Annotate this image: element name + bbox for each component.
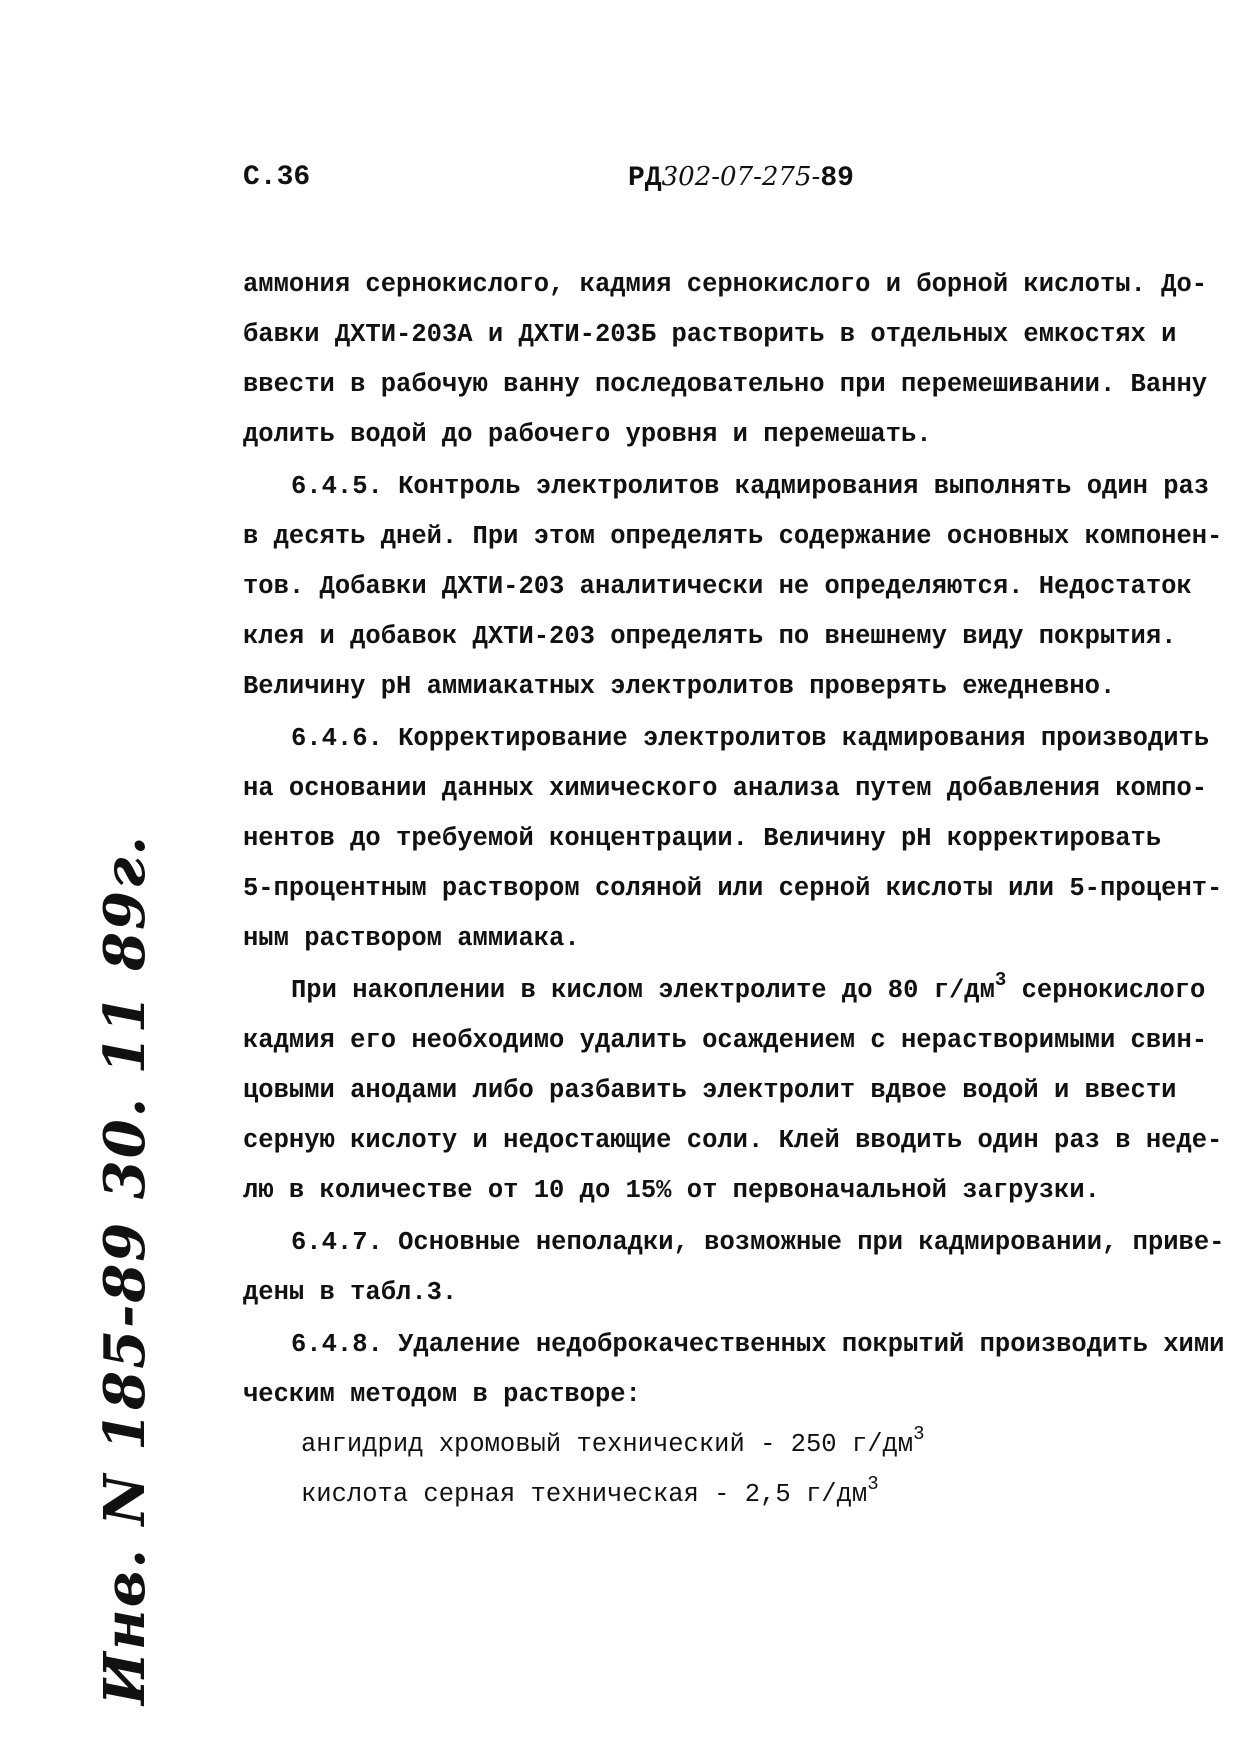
paragraph-6-4-7-first-line: 6.4.7. Основные неполадки, возможные при кадмировании, приве- [291, 1228, 1225, 1257]
text-line: ным раствором аммиака. [243, 924, 580, 953]
text-segment: При накоплении в кислом электролите до 80 г/дм [291, 976, 995, 1005]
doc-code-suffix: 89 [820, 163, 854, 194]
text-line: дены в табл.3. [243, 1278, 458, 1307]
page-number: С.36 [243, 162, 311, 193]
text-line: ввести в рабочую ванну последовательно при перемешивании. Ванну [243, 370, 1208, 399]
text-line: ческим методом в растворе: [243, 1380, 641, 1409]
text-line: тов. Добавки ДХТИ-203 аналитически не определяются. Недостаток [243, 572, 1192, 601]
text-line: на основании данных химического анализа путем добавления компо- [243, 774, 1208, 803]
text-line: лю в количестве от 10 до 15% от первоначальной загрузки. [243, 1176, 1100, 1205]
text-line: серную кислоту и недостающие соли. Клей вводить один раз в неде- [243, 1126, 1223, 1155]
superscript: 3 [994, 969, 1007, 991]
superscript: 3 [913, 1423, 925, 1445]
doc-code-handwritten: 302-07-275- [661, 162, 821, 192]
text-line: цовыми анодами либо разбавить электролит вдвое водой и ввести [243, 1076, 1177, 1105]
superscript: 3 [867, 1473, 879, 1495]
text-line: 5-процентным раствором соляной или серной кислоты или 5-процент- [243, 874, 1223, 903]
doc-code-prefix: РД [628, 163, 662, 194]
handwritten-inventory-note: Инв. N 185-89 30. 11 89г. [92, 833, 158, 1705]
text-line: Величину рН аммиакатных электролитов проверять ежедневно. [243, 672, 1116, 701]
page-header [243, 162, 1143, 202]
body-text [243, 260, 1225, 1520]
paragraph-cadmium-first-line [243, 966, 1213, 1016]
document-code [628, 162, 854, 194]
text-line: бавки ДХТИ-203А и ДХТИ-203Б растворить в отдельных емкостях и [243, 320, 1177, 349]
paragraph-6-4-8-first-line: 6.4.8. Удаление недоброкачественных покрытий производить хими [291, 1330, 1225, 1359]
recipe-text: ангидрид хромовый технический - 250 г/дм [301, 1430, 914, 1459]
text-segment: сернокислого [1006, 976, 1206, 1005]
text-line: клея и добавок ДХТИ-203 определять по внешнему виду покрытия. [243, 622, 1177, 651]
text-line: долить водой до рабочего уровня и перемешать. [243, 420, 932, 449]
recipe-item [243, 1420, 1213, 1470]
paragraph-6-4-6-first-line: 6.4.6. Корректирование электролитов кадмирования производить [291, 724, 1210, 753]
recipe-text: кислота серная техническая - 2,5 г/дм [301, 1480, 868, 1509]
paragraph-6-4-5-first-line: 6.4.5. Контроль электролитов кадмирования выполнять один раз [291, 472, 1210, 501]
text-line: аммония сернокислого, кадмия сернокислого и борной кислоты. До- [243, 270, 1208, 299]
text-line: кадмия его необходимо удалить осаждением с нерастворимыми свин- [243, 1026, 1208, 1055]
recipe-item [243, 1470, 1213, 1520]
text-line: в десять дней. При этом определять содержание основных компонен- [243, 522, 1223, 551]
text-line: нентов до требуемой концентрации. Величину рН корректировать [243, 824, 1162, 853]
